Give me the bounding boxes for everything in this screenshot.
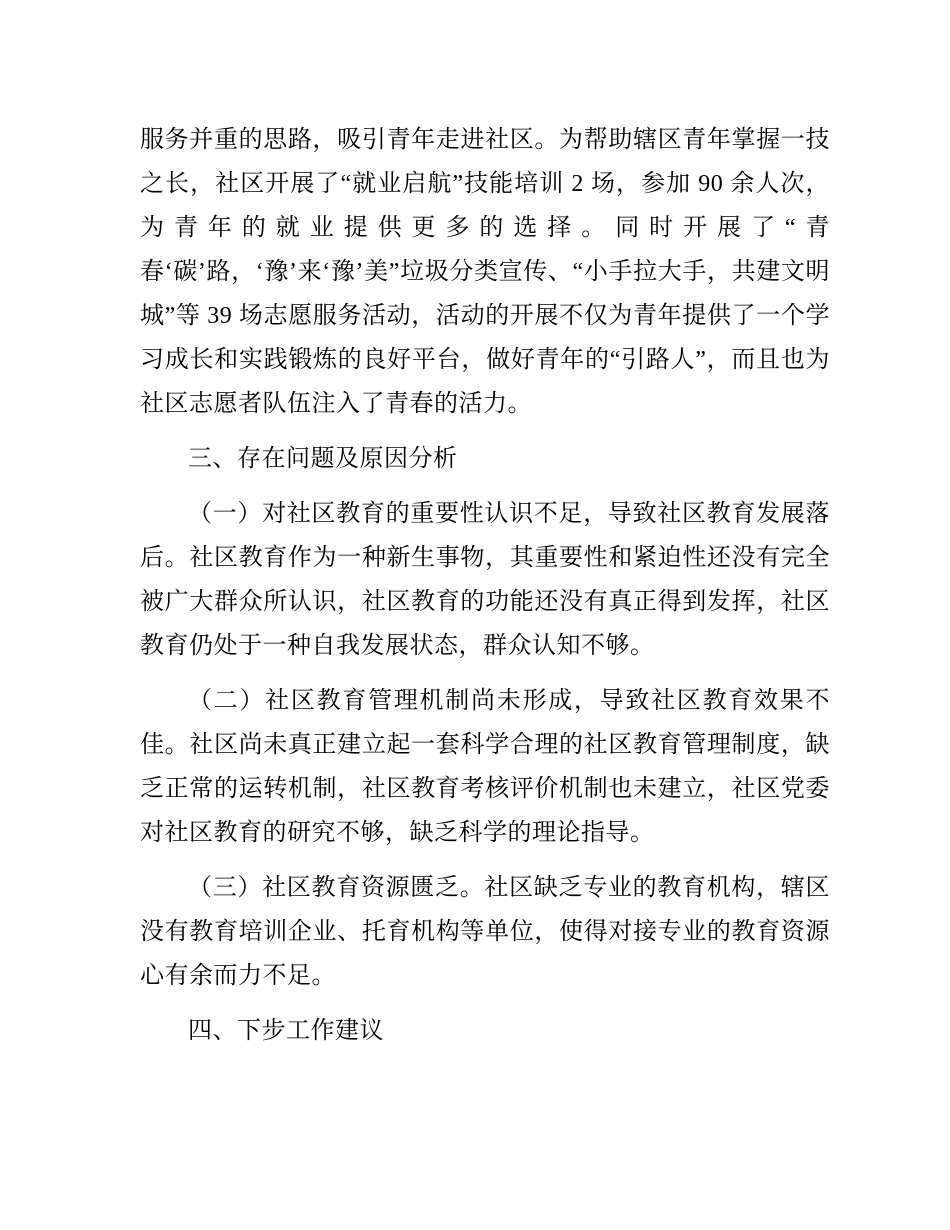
- paragraph: （一）对社区教育的重要性认识不足，导致社区教育发展落后。社区教育作为一种新生事物，其重要性和紧迫性还没有完全被广大群众所认识，社区教育的功能还没有真正得到发挥，社区教育仍处于一种自我发展状态，群众认知不够。: [140, 501, 830, 659]
- section-heading: 四、下步工作建议: [188, 1018, 384, 1044]
- paragraph: 服务并重的思路，吸引青年走进社区。为帮助辖区青年掌握一技之长，社区开展了“就业启航”技能培训 2 场，参加 90 余人次，为青年的就业提供更多的选择。同时开展了“青春‘碳’路，‘豫’来‘豫’美”垃圾分类宣传、“小手拉大手，共建文明城”等 39 场志愿服务活动，活动的开展不仅为青年提供了一个学习成长和实践锻炼的良好平台，做好青年的“引路人”，而且也为社区志愿者队伍注入了青春的活力。: [140, 127, 830, 417]
- paragraph: （三）社区教育资源匮乏。社区缺乏专业的教育机构，辖区没有教育培训企业、托育机构等单位，使得对接专业的教育资源心有余而力不足。: [140, 875, 830, 989]
- section-heading: 三、存在问题及原因分析: [188, 446, 458, 472]
- document-body: [140, 118, 830, 1053]
- paragraph: （二）社区教育管理机制尚未形成，导致社区教育效果不佳。社区尚未真正建立起一套科学合理的社区教育管理制度，缺乏正常的运转机制，社区教育考核评价机制也未建立，社区党委对社区教育的研究不够，缺乏科学的理论指导。: [140, 688, 830, 846]
